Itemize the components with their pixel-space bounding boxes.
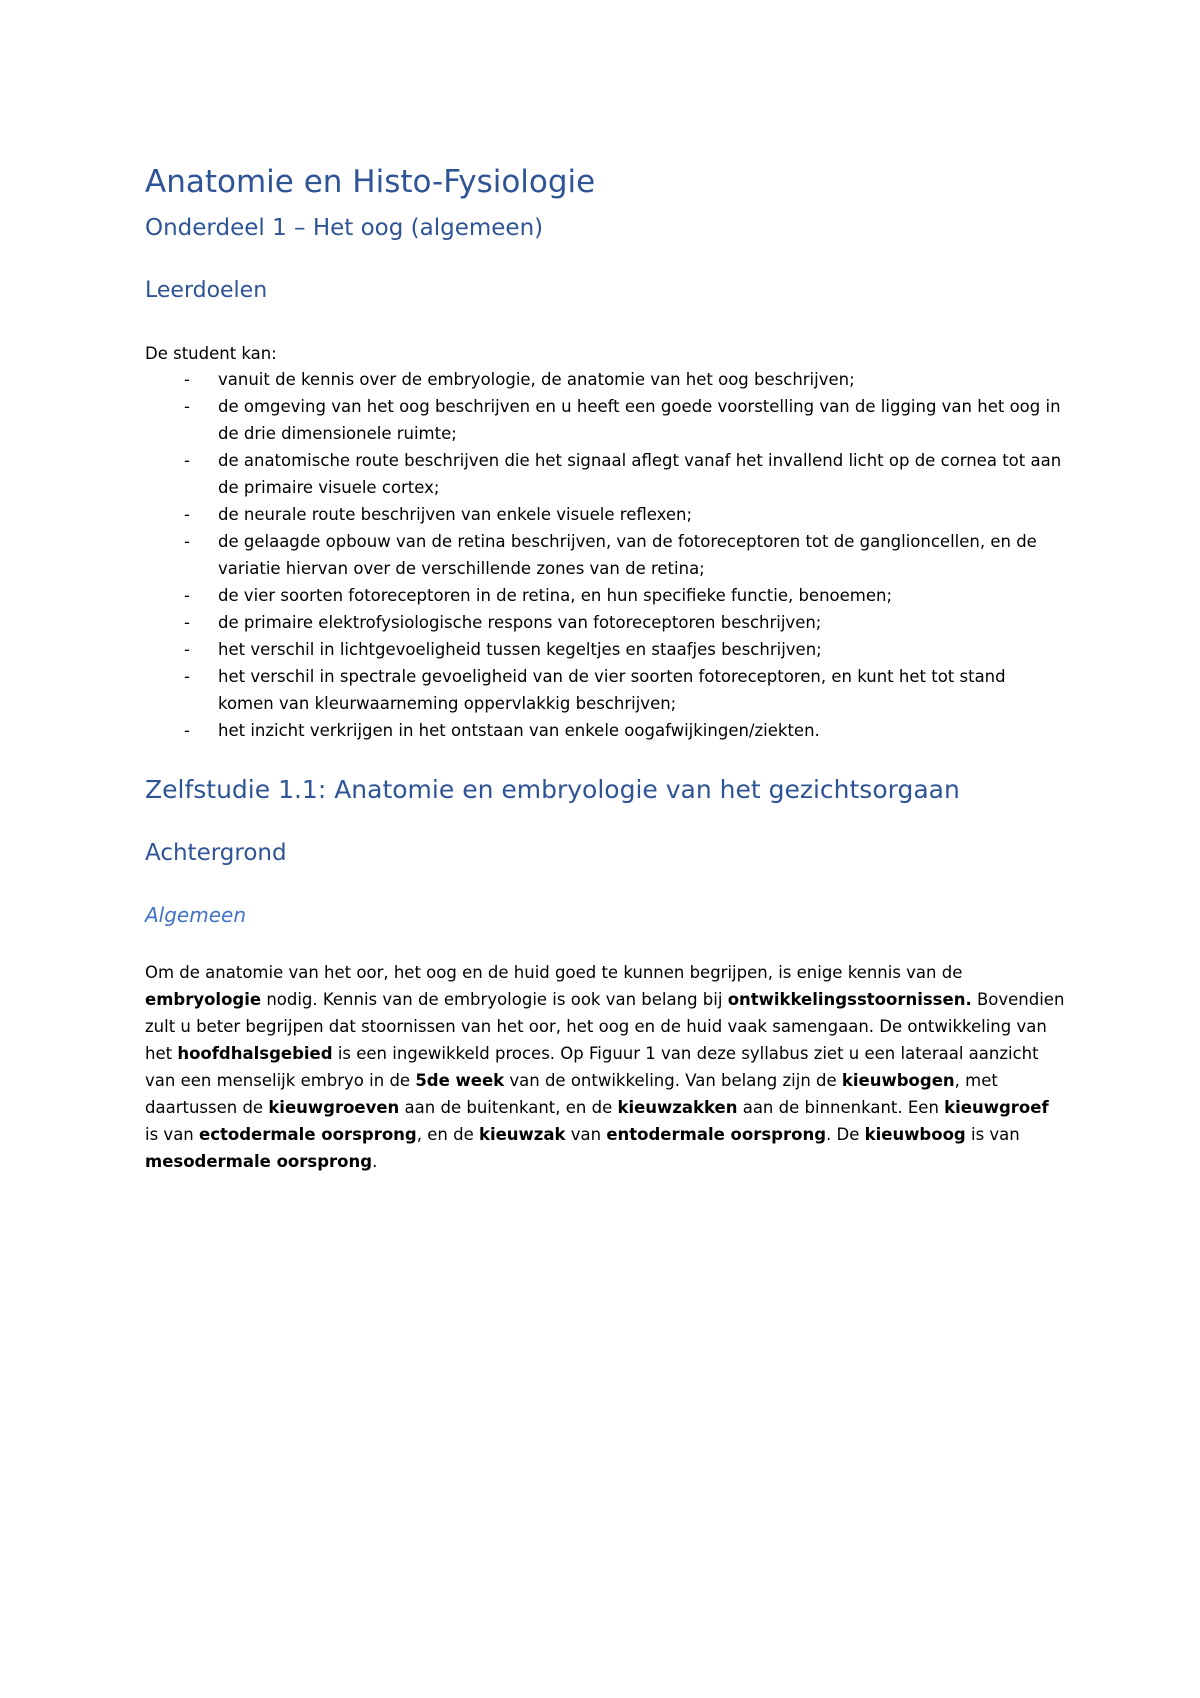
learning-goal-text: de gelaagde opbouw van de retina beschrijven, van de fotoreceptoren tot de ganglioncellen, en de variatie hiervan over de verschillende zones van de retina; xyxy=(218,532,1037,578)
learning-goal-item xyxy=(145,636,1065,663)
learning-goal-text: de vier soorten fotoreceptoren in de retina, en hun specifieke functie, benoemen; xyxy=(218,586,893,605)
learning-goal-item xyxy=(145,393,1065,447)
bold-term: kieuwzakken xyxy=(617,1098,738,1117)
bold-term: embryologie xyxy=(145,990,262,1009)
paragraph-text: aan de binnenkant. Een xyxy=(737,1098,945,1117)
bold-term: 5de week xyxy=(415,1071,505,1090)
paragraph-text: Om de anatomie van het oor, het oog en de huid goed te kunnen begrijpen, is enige kennis van de xyxy=(145,963,963,982)
paragraph-text: is van xyxy=(965,1125,1020,1144)
learning-goals-heading: Leerdoelen xyxy=(145,278,268,303)
learning-goal-item xyxy=(145,663,1065,717)
list-bullet-dash: - xyxy=(184,505,190,524)
bold-term: kieuwboog xyxy=(864,1125,966,1144)
learning-goal-text: de primaire elektrofysiologische respons van fotoreceptoren beschrijven; xyxy=(218,613,822,632)
bold-term: entodermale oorsprong xyxy=(606,1125,827,1144)
paragraph-text: nodig. Kennis van de embryologie is ook van belang bij xyxy=(261,990,728,1009)
learning-goal-text: het verschil in lichtgevoeligheid tussen kegeltjes en staafjes beschrijven; xyxy=(218,640,822,659)
learning-goal-item xyxy=(145,609,1065,636)
bold-term: kieuwzak xyxy=(478,1125,566,1144)
paragraph-text: , met daartussen de xyxy=(145,1071,998,1117)
learning-goal-text: vanuit de kennis over de embryologie, de anatomie van het oog beschrijven; xyxy=(218,370,855,389)
bold-term: ectodermale oorsprong xyxy=(199,1125,417,1144)
document-title: Anatomie en Histo-Fysiologie xyxy=(145,164,596,200)
list-bullet-dash: - xyxy=(184,613,190,632)
bold-term: kieuwgroeven xyxy=(268,1098,400,1117)
learning-goals-list xyxy=(145,366,1065,744)
list-bullet-dash: - xyxy=(184,370,190,389)
section-heading: Zelfstudie 1.1: Anatomie en embryologie van het gezichtsorgaan xyxy=(145,775,960,804)
list-bullet-dash: - xyxy=(184,532,190,551)
bold-term: ontwikkelingsstoornissen. xyxy=(727,990,972,1009)
learning-goal-text: het inzicht verkrijgen in het ontstaan van enkele oogafwijkingen/ziekten. xyxy=(218,721,820,740)
paragraph-text: is een ingewikkeld proces. Op Figuur 1 van deze syllabus ziet u een lateraal aanzicht van een menselijk embryo in de xyxy=(145,1044,1039,1090)
paragraph-text: aan de buitenkant, en de xyxy=(399,1098,618,1117)
learning-goal-item xyxy=(145,447,1065,501)
learning-goal-text: de neurale route beschrijven van enkele visuele reflexen; xyxy=(218,505,693,524)
learning-goal-item xyxy=(145,366,1065,393)
learning-goal-text: de omgeving van het oog beschrijven en u heeft een goede voorstelling van de ligging van het oog in de drie dimensionele ruimte; xyxy=(218,397,1061,443)
learning-goal-item xyxy=(145,528,1065,582)
list-bullet-dash: - xyxy=(184,451,190,470)
learning-goal-text: het verschil in spectrale gevoeligheid van de vier soorten fotoreceptoren, en kunt het tot stand komen van kleurwaarneming oppervlakkig beschrijven; xyxy=(218,667,1006,713)
list-bullet-dash: - xyxy=(184,667,190,686)
learning-goal-item xyxy=(145,582,1065,609)
paragraph-text: is van xyxy=(145,1125,200,1144)
body-paragraph xyxy=(145,959,1065,1175)
paragraph-text: van xyxy=(565,1125,607,1144)
bold-term: kieuwgroef xyxy=(944,1098,1049,1117)
list-bullet-dash: - xyxy=(184,586,190,605)
list-bullet-dash: - xyxy=(184,721,190,740)
learning-goals-intro: De student kan: xyxy=(145,344,277,363)
bold-term: mesodermale oorsprong xyxy=(145,1152,373,1171)
section-subsubheading: Algemeen xyxy=(145,903,247,927)
learning-goal-item xyxy=(145,501,1065,528)
learning-goal-text: de anatomische route beschrijven die het signaal aflegt vanaf het invallend licht op de cornea tot aan de primaire visuele cortex; xyxy=(218,451,1062,497)
list-bullet-dash: - xyxy=(184,640,190,659)
document-subtitle: Onderdeel 1 – Het oog (algemeen) xyxy=(145,215,544,241)
paragraph-text: van de ontwikkeling. Van belang zijn de xyxy=(504,1071,842,1090)
bold-term: kieuwbogen xyxy=(841,1071,955,1090)
bold-term: hoofdhalsgebied xyxy=(177,1044,333,1063)
list-bullet-dash: - xyxy=(184,397,190,416)
learning-goal-item xyxy=(145,717,1065,744)
section-subheading: Achtergrond xyxy=(145,840,287,866)
paragraph-text: Bovendien zult u beter begrijpen dat stoornissen van het oor, het oog en de huid vaak samengaan. De ontwikkeling van het xyxy=(145,990,1065,1063)
paragraph-text: , en de xyxy=(416,1125,479,1144)
paragraph-text: . xyxy=(372,1152,378,1171)
paragraph-text: . De xyxy=(826,1125,865,1144)
